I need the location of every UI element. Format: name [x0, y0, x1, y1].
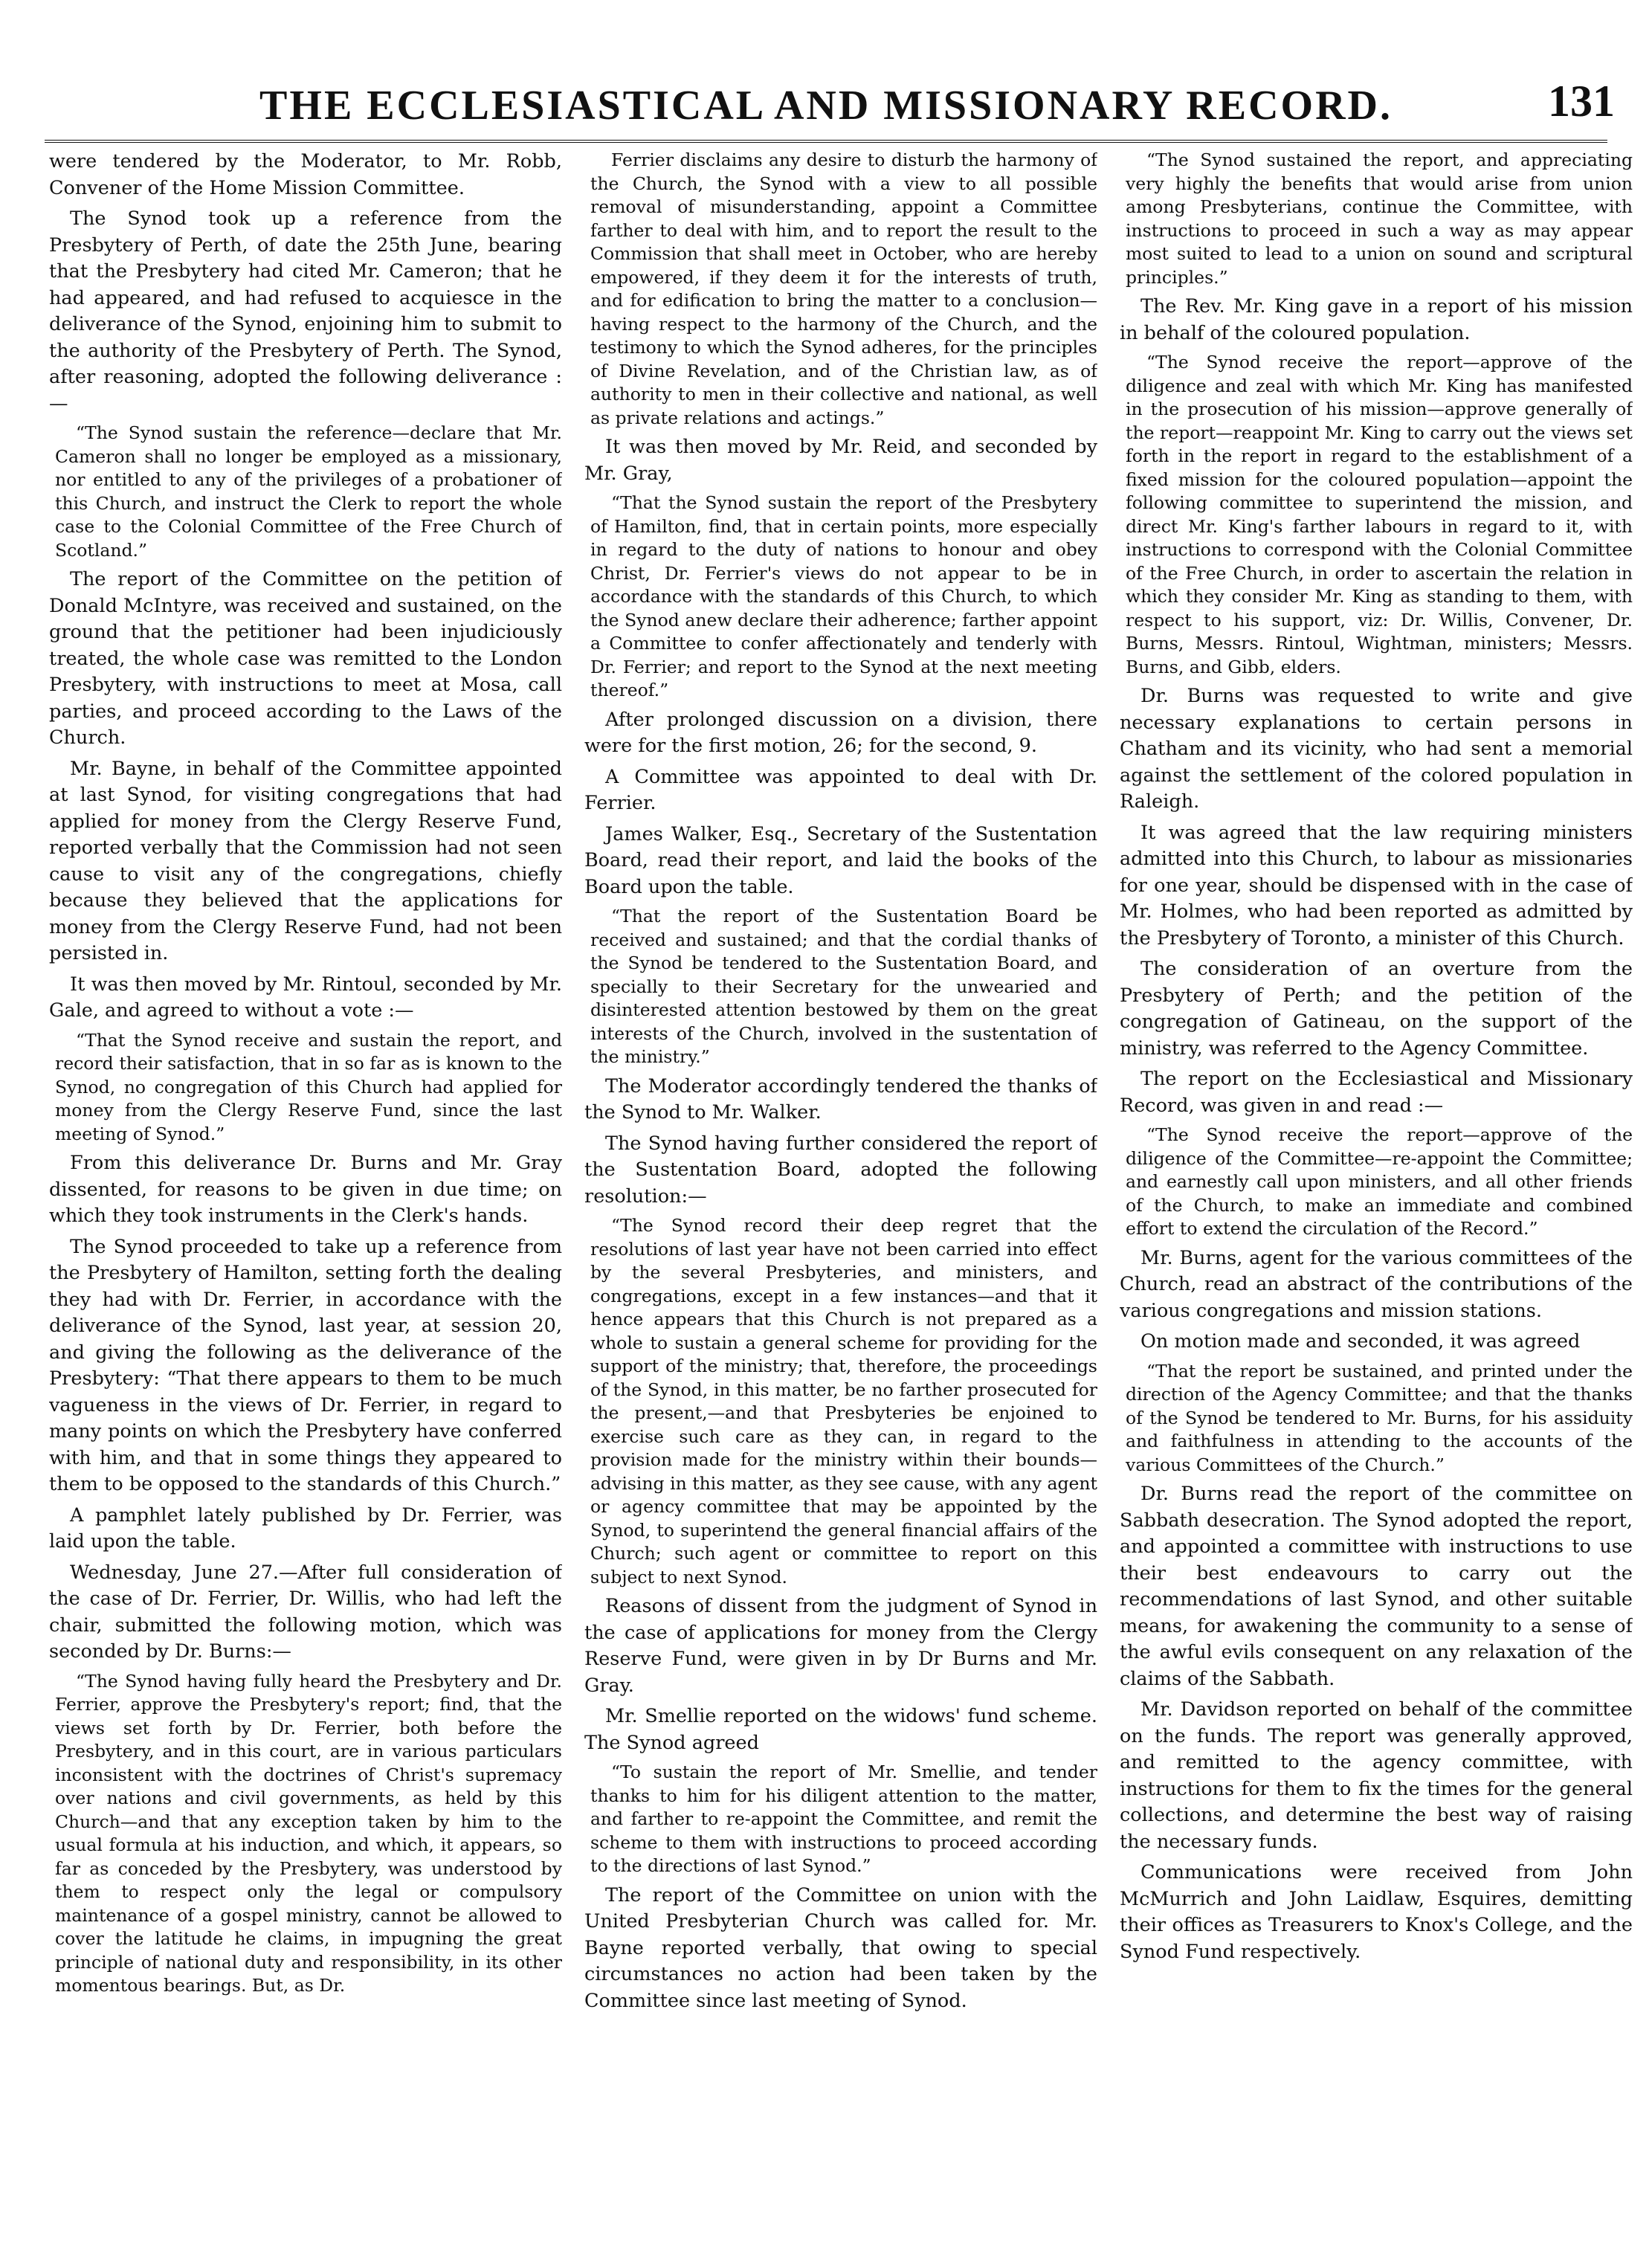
paragraph: Mr. Burns, agent for the various committees of the Church, read an abstract of the contributions of the various congregations and mission stations. [1120, 1246, 1633, 1322]
paragraph: James Walker, Esq., Secretary of the Sustentation Board, read their report, and laid the books of the Board upon the table. [584, 822, 1097, 898]
paragraph: A Committee was appointed to deal with Dr. Ferrier. [584, 765, 1097, 814]
paragraph: The Synod proceeded to take up a reference from the Presbytery of Hamilton, setting forth the dealing they had with Dr. Ferrier, in accordance with the deliverance of the Synod, last year, at session 20, and giving the following as the deliverance of the Presbytery: “That there appears to them to be much vagueness in the views of Dr. Ferrier, in regard to many points on which the Presbytery have conferred with him, and that in some things they appeared to them to be opposed to the standards of this Church.” [49, 1235, 562, 1495]
paragraph: The consideration of an overture from the Presbytery of Perth; and the petition of the congregation of Gatineau, on the support of the ministry, was referred to the Agency Committee. [1120, 958, 1633, 1060]
paragraph: “The Synod having fully heard the Presbytery and Dr. Ferrier, approve the Presbytery's report; find, that the views set forth by Dr. Ferrier, both before the Presbytery, and in this court, are in various particulars inconsistent with the doctrines of Christ's supremacy over nations and civil governments, as held by this Church—and that any exception taken by him to the usual formula at his induction, and which, it appears, so far as conceded by the Presbytery, was understood by them to respect only the legal or compulsory maintenance of a gospel ministry, cannot be allowed to cover the latitude he claims, in impugning the great principle of national duty and responsibility, in its other momentous bearings. But, as Dr. [55, 1670, 562, 1996]
paragraph: The Synod took up a reference from the Presbytery of Perth, of date the 25th June, bearing that the Presbytery had cited Mr. Cameron; that he had appeared, and had refused to acquiesce in the deliverance of the Synod, enjoining him to submit to the authority of the Presbytery of Perth. The Synod, after reasoning, adopted the following deliverance :— [49, 207, 562, 415]
paragraph: On motion made and seconded, it was agreed [1140, 1330, 1581, 1353]
paragraph: Mr. Davidson reported on behalf of the committee on the funds. The report was generally approved, and remitted to the agency committee, with instructions for them to fix the times for the general collections, and determine the best way of raising the necessary funds. [1120, 1698, 1633, 1853]
column-3 [1120, 149, 1633, 2231]
paragraph: After prolonged discussion on a division, there were for the first motion, 26; for the second, 9. [584, 708, 1097, 757]
paragraph: The report on the Ecclesiastical and Missionary Record, was given in and read :— [1120, 1068, 1633, 1117]
paragraph: The Rev. Mr. King gave in a report of his mission in behalf of the coloured population. [1120, 295, 1633, 344]
article-columns [49, 149, 1633, 2231]
paragraph: Mr. Bayne, in behalf of the Committee appointed at last Synod, for visiting congregations that had applied for money from the Clergy Reserve Fund, reported verbally that the Commission had not seen cause to visit any of the congregations, chiefly because they believed that the applications for money from the Clergy Reserve Fund, had not been persisted in. [49, 757, 562, 964]
paragraph: Wednesday, June 27.—After full consideration of the case of Dr. Ferrier, Dr. Willis, who had left the chair, submitted the following motion, which was seconded by Dr. Burns:— [49, 1561, 562, 1663]
paragraph: “That the Synod receive and sustain the report, and record their satisfaction, that in so far as is known to the Synod, no congregation of this Church had applied for money from the Clergy Reserve Fund, since the last meeting of Synod.” [55, 1029, 562, 1144]
paragraph: The Synod having further considered the report of the Sustentation Board, adopted the following resolution:— [584, 1132, 1097, 1208]
column-2 [584, 149, 1097, 2231]
paragraph: A pamphlet lately published by Dr. Ferrier, was laid upon the table. [49, 1503, 562, 1553]
paragraph: The report of the Committee on the petition of Donald McIntyre, was received and sustained, on the ground that the petitioner had been injudiciously treated, the whole case was remitted to the London Presbytery, with instructions to meet at Mosa, call parties, and proceed according to the Laws of the Church. [49, 568, 562, 749]
paragraph: “The Synod receive the report—approve of the diligence and zeal with which Mr. King has manifested in the prosecution of his mission—approve generally of the report—reappoint Mr. King to carry out the views set forth in the report in regard to the establishment of a fixed mission for the coloured population—appoint the following committee to superintend the mission, and direct Mr. King's farther labours in regard to it, with instructions to correspond with the Colonial Committee of the Free Church, in order to ascertain the relation in which they consider Mr. King as standing to them, with respect to his support, viz: Dr. Willis, Convener, Dr. Burns, Messrs. Rintoul, Wightman, ministers; Messrs. Burns, and Gibb, elders. [1126, 352, 1633, 677]
paragraph: Mr. Smellie reported on the widows' fund scheme. The Synod agreed [584, 1705, 1097, 1754]
paragraph: “To sustain the report of Mr. Smellie, and tender thanks to him for his diligent attention to the matter, and farther to re-appoint the Committee, and remit the scheme to them with instructions to proceed according to the directions of last Synod.” [590, 1762, 1097, 1876]
paragraph: Dr. Burns was requested to write and give necessary explanations to certain persons in Chatham and its vicinity, who had sent a memorial against the settlement of the colored population in Raleigh. [1120, 685, 1633, 813]
paragraph: were tendered by the Moderator, to Mr. Robb, Convener of the Home Mission Committee. [49, 150, 562, 199]
masthead [37, 59, 1615, 149]
paragraph: Communications were received from John McMurrich and John Laidlaw, Esquires, demitting their offices as Treasurers to Knox's College, and the Synod Fund respectively. [1120, 1861, 1633, 1963]
paragraph: “That the report of the Sustentation Board be received and sustained; and that the cordial thanks of the Synod be tendered to the Sustentation Board, and specially to their Secretary for the unwearied and disinterested attention bestowed by them on the great interests of the Church, involved in the sustentation of the ministry.” [590, 906, 1097, 1067]
page-number: 131 [1548, 77, 1615, 126]
paragraph: Ferrier disclaims any desire to disturb the harmony of the Church, the Synod with a view to all possible removal of misunderstanding, appoint a Committee farther to deal with him, and to report the result to the Commission that shall meet in October, who are hereby empowered, if they deem it for the interests of truth, and for edification to bring the matter to a conclusion—having respect to the harmony of the Church, and the testimony to which the Synod adheres, for the principles of Divine Revelation, and of the Christian law, as of authority to men in their collective and national, as well as private relations and actings.” [590, 149, 1097, 428]
paragraph: From this deliverance Dr. Burns and Mr. Gray dissented, for reasons to be given in due time; on which they took instruments in the Clerk's hands. [49, 1152, 562, 1227]
publication-title: THE ECCLESIASTICAL AND MISSIONARY RECORD. [259, 83, 1393, 129]
paragraph: It was agreed that the law requiring ministers admitted into this Church, to labour as missionaries for one year, should be dispensed with in the case of Mr. Holmes, who had been reported as admitted by the Presbytery of Toronto, a minister of this Church. [1120, 821, 1633, 950]
paragraph: “The Synod record their deep regret that the resolutions of last year have not been carried into effect by the several Presbyteries, and ministers, and congregations, except in a few instances—and that it hence appears that this Church is not prepared as a whole to sustain a general scheme for providing for the support of the ministry; that, therefore, the proceedings of the Synod, in this matter, be no farther prosecuted for the present,—and that Presbyteries be enjoined to exercise such care as they can, in regard to the provision made for the ministry within their bounds—advising in this matter, as they see cause, with any agent or agency committee that may be appointed by the Synod, to superintend the general financial affairs of the Church; such agent or committee to report on this subject to next Synod. [590, 1215, 1097, 1588]
header-rule [45, 140, 1607, 143]
column-1 [49, 149, 562, 2231]
paragraph: “The Synod sustained the report, and appreciating very highly the benefits that would arise from union among Presbyterians, continue the Committee, with instructions to proceed in such a way as may appear most suited to lead to a union on sound and scriptural principles.” [1126, 149, 1633, 288]
paragraph: “The Synod sustain the reference—declare that Mr. Cameron shall no longer be employed as a missionary, nor entitled to any of the privileges of a probationer of this Church, and instruct the Clerk to report the whole case to the Colonial Committee of the Free Church of Scotland.” [55, 422, 562, 561]
paragraph: It was then moved by Mr. Reid, and seconded by Mr. Gray, [584, 436, 1097, 485]
paragraph: “The Synod receive the report—approve of the diligence of the Committee—re-appoint the Committee; and earnestly call upon ministers, and all other friends of the Church, to make an immediate and combined effort to extend the circulation of the Record.” [1126, 1124, 1633, 1239]
paragraph: “That the report be sustained, and printed under the direction of the Agency Committee; and that the thanks of the Synod be tendered to Mr. Burns, for his assiduity and faithfulness in attending to the accounts of the various Committees of the Church.” [1126, 1360, 1633, 1475]
paragraph: The report of the Committee on union with the United Presbyterian Church was called for. Mr. Bayne reported verbally, that owing to special circumstances no action had been taken by the Committee since last meeting of Synod. [584, 1883, 1097, 2012]
paragraph: Dr. Burns read the report of the committee on Sabbath desecration. The Synod adopted the report, and appointed a committee with instructions to use their best endeavours to carry out the recommendations of last Synod, and other suitable means, for awakening the community to a sense of the awful evils consequent on any relaxation of the claims of the Sabbath. [1120, 1483, 1633, 1690]
paragraph: “That the Synod sustain the report of the Presbytery of Hamilton, find, that in certain points, more especially in regard to the duty of nations to honour and obey Christ, Dr. Ferrier's views do not appear to be in accordance with the standards of this Church, to which the Synod anew declare their adherence; farther appoint a Committee to confer affectionately and tenderly with Dr. Ferrier; and report to the Synod at the next meeting thereof.” [590, 492, 1097, 700]
paragraph: Reasons of dissent from the judgment of Synod in the case of applications for money from the Clergy Reserve Fund, were given in by Dr Burns and Mr. Gray. [584, 1595, 1097, 1697]
paragraph: The Moderator accordingly tendered the thanks of the Synod to Mr. Walker. [584, 1074, 1097, 1124]
paragraph: It was then moved by Mr. Rintoul, seconded by Mr. Gale, and agreed to without a vote :— [49, 973, 562, 1022]
